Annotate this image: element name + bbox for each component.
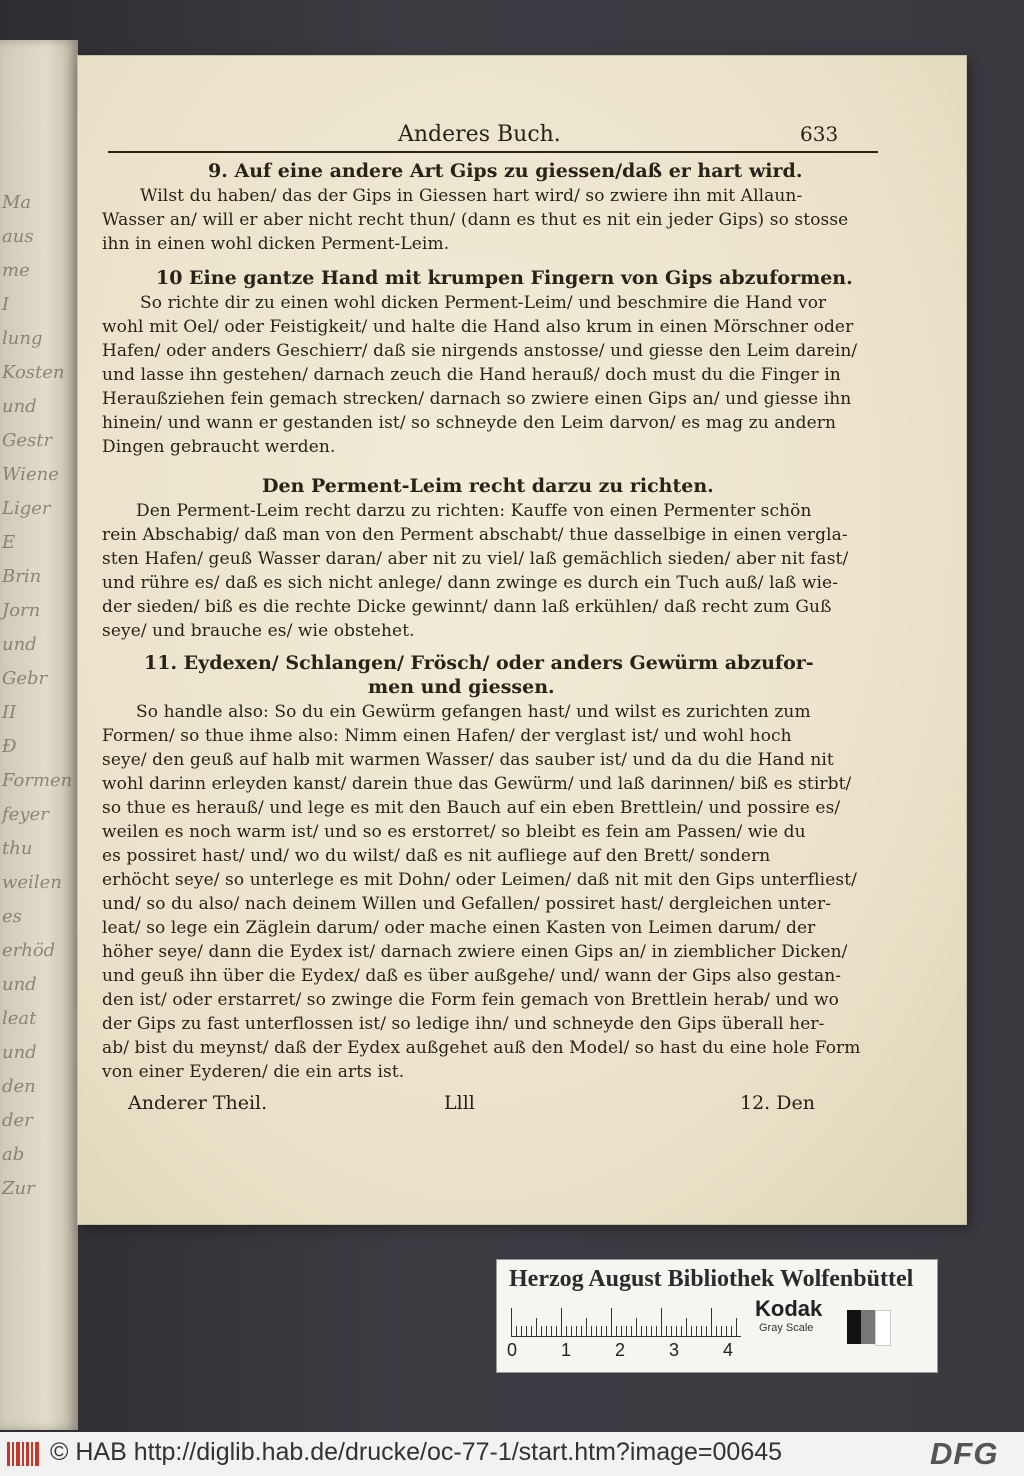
ruler-tick: [671, 1326, 672, 1336]
ruler-tick: [536, 1318, 537, 1336]
ruler-tick: [621, 1326, 622, 1336]
text-line: Wilst du haben/ das der Gips in Giessen hart wird/ so zwiere ihn mit Allaun-: [140, 186, 803, 206]
ruler-tick: [646, 1326, 647, 1336]
facing-page-fragment: aus: [2, 226, 34, 247]
ruler-tick: [531, 1326, 532, 1336]
facing-page-fragment: ab: [2, 1144, 25, 1165]
ruler-tick: [706, 1326, 707, 1336]
text-line: wohl darinn erleyden kanst/ darein thue das Gewürm/ und laß darinnen/ biß es stirbt/: [102, 774, 852, 794]
section-heading-leim: Den Perment-Leim recht darzu zu richten.: [262, 475, 714, 497]
facing-page-fragment: und: [2, 974, 37, 995]
ruler-tick: [721, 1326, 722, 1336]
text-line: und lasse ihn gestehen/ darnach zeuch die Hand herauß/ doch must du die Finger in: [102, 365, 841, 385]
facing-page-fragment: I: [2, 294, 10, 315]
text-line: höher seye/ dann die Eydex ist/ darnach zwiere einen Gips an/ in ziemblicher Dicken/: [102, 942, 848, 962]
scale-ruler: [511, 1304, 741, 1337]
facing-page-fragment: leat: [2, 1008, 37, 1029]
image-credit-link[interactable]: © HAB http://diglib.hab.de/drucke/oc-77-1/start.htm?image=00645: [50, 1438, 783, 1466]
text-line: seye/ und brauche es/ wie obstehet.: [102, 621, 415, 641]
gray-swatch-black: [847, 1310, 861, 1344]
running-head: Anderes Buch.: [398, 122, 561, 147]
text-line: So richte dir zu einen wohl dicken Perment-Leim/ und beschmire die Hand vor: [140, 293, 827, 313]
ruler-tick: [581, 1326, 582, 1336]
text-line: seye/ den geuß auf halb mit warmen Wasser/ das sauber ist/ und da du die Hand nit: [102, 750, 834, 770]
ruler-tick: [561, 1308, 562, 1336]
gray-swatch-mid: [861, 1310, 875, 1344]
text-line: rein Abschabig/ daß man von den Perment abschabt/ thue dasselbige in einen vergla-: [102, 525, 848, 545]
facing-page-fragment: Jorn: [2, 600, 41, 621]
barcode-icon: [6, 1440, 42, 1468]
text-line: der sieden/ biß es die rechte Dicke gewinnt/ dann laß erkühlen/ daß recht zum Guß: [102, 597, 832, 617]
ruler-tick: [516, 1326, 517, 1336]
text-line: der Gips zu fast unterflossen ist/ so ledige ihn/ und schneyde den Gips überall her-: [102, 1014, 825, 1034]
facing-page-fragment: Formen: [2, 770, 73, 791]
page-number: 633: [800, 122, 839, 146]
facing-page-fragment: den: [2, 1076, 36, 1097]
facing-page-edge: [0, 40, 78, 1430]
facing-page-fragment: E: [2, 532, 16, 553]
catchword: 12. Den: [740, 1092, 815, 1114]
facing-page-fragment: und: [2, 396, 37, 417]
viewer-footer: [0, 1432, 1024, 1476]
ruler-tick: [651, 1326, 652, 1336]
text-line: ihn in einen wohl dicken Perment-Leim.: [102, 234, 450, 254]
text-line: hinein/ und wann er gestanden ist/ so schneyde den Leim darvon/ es mag zu andern: [102, 413, 837, 433]
ruler-tick: [586, 1318, 587, 1336]
ruler-tick: [656, 1326, 657, 1336]
ruler-tick: [616, 1326, 617, 1336]
ruler-tick: [701, 1326, 702, 1336]
text-line: erhöcht seye/ so unterlege es mit Dohn/ oder Leimen/ daß nit mit den Gips unterfliest/: [102, 870, 857, 890]
ruler-tick: [711, 1308, 712, 1336]
signature-mark: Llll: [444, 1092, 475, 1114]
ruler-tick: [551, 1326, 552, 1336]
scale-number: 1: [561, 1340, 572, 1360]
footer-left: Anderer Theil.: [128, 1092, 268, 1114]
facing-page-fragment: Liger: [2, 498, 51, 519]
text-line: leat/ so lege ein Zäglein darum/ oder mache einen Kasten von Leimen darum/ der: [102, 918, 816, 938]
ruler-tick: [596, 1326, 597, 1336]
text-line: und/ so du also/ nach deinem Willen und Gefallen/ possiret hast/ dergleichen unter-: [102, 894, 832, 914]
text-line: sten Hafen/ geuß Wasser daran/ aber nit zu viel/ laß gemächlich sieden/ aber nit fast/: [102, 549, 849, 569]
ruler-tick: [546, 1326, 547, 1336]
ruler-tick: [526, 1326, 527, 1336]
ruler-tick: [636, 1318, 637, 1336]
facing-page-fragment: und: [2, 1042, 37, 1063]
facing-page-fragment: thu: [2, 838, 33, 859]
ruler-tick: [591, 1326, 592, 1336]
facing-page-fragment: Ma: [2, 192, 32, 213]
ruler-tick: [716, 1326, 717, 1336]
facing-page-fragment: Gebr: [2, 668, 48, 689]
facing-page-fragment: lung: [2, 328, 43, 349]
text-line: Hafen/ oder anders Geschierr/ daß sie nirgends anstosse/ und giesse den Leim darein/: [102, 341, 858, 361]
facing-page-fragment: Ð: [2, 736, 17, 757]
text-line: ab/ bist du meynst/ daß der Eydex außgehet auß den Model/ so hast du eine hole Form: [102, 1038, 861, 1058]
facing-page-fragment: me: [2, 260, 30, 281]
ruler-tick: [611, 1308, 612, 1336]
ruler-tick: [731, 1326, 732, 1336]
ruler-tick: [541, 1326, 542, 1336]
text-line: Wasser an/ will er aber nicht recht thun/ (dann es thut es nit ein jeder Gips) so stosse: [102, 210, 849, 230]
text-line: Formen/ so thue ihme also: Nimm einen Hafen/ der verglast ist/ und wohl hoch: [102, 726, 792, 746]
text-line: So handle also: So du ein Gewürm gefangen hast/ und wilst es zurichten zum: [136, 702, 811, 722]
ruler-tick: [726, 1326, 727, 1336]
ruler-tick: [696, 1326, 697, 1336]
library-label-card: [496, 1259, 938, 1373]
kodak-logo: Kodak: [755, 1296, 823, 1321]
facing-page-fragment: feyer: [2, 804, 49, 825]
ruler-tick: [606, 1326, 607, 1336]
scale-number: 2: [615, 1340, 626, 1360]
text-line: von einer Eyderen/ die ein arts ist.: [102, 1062, 405, 1082]
text-line: und rühre es/ daß es sich nicht anlege/ dann zwinge es durch ein Tuch auß/ laß wie-: [102, 573, 839, 593]
book-page: [78, 56, 966, 1224]
facing-page-fragment: weilen: [2, 872, 62, 893]
ruler-tick: [641, 1326, 642, 1336]
ruler-tick: [681, 1326, 682, 1336]
facing-page-fragment: Brin: [2, 566, 42, 587]
text-line: so thue es herauß/ und lege es mit den Bauch auf ein eben Brettlein/ und possire es/: [102, 798, 841, 818]
facing-page-fragment: II: [2, 702, 17, 723]
ruler-tick: [661, 1308, 662, 1336]
scale-number: 3: [669, 1340, 680, 1360]
text-line: den ist/ oder erstarret/ so zwinge die Form fein gemach von Brettlein herab/ und wo: [102, 990, 840, 1010]
ruler-tick: [601, 1326, 602, 1336]
ruler-tick: [576, 1326, 577, 1336]
ruler-tick: [626, 1326, 627, 1336]
section-heading-11-cont: men und giessen.: [368, 676, 555, 698]
ruler-tick: [676, 1326, 677, 1336]
ruler-tick: [736, 1318, 737, 1336]
ruler-tick: [571, 1326, 572, 1336]
facing-page-fragment: Zur: [2, 1178, 35, 1199]
facing-page-fragment: erhöd: [2, 940, 56, 961]
facing-page-fragment: es: [2, 906, 22, 927]
section-heading-10: 10 Eine gantze Hand mit krumpen Fingern von Gips abzuformen.: [156, 267, 853, 289]
text-line: Den Perment-Leim recht darzu zu richten: Kauffe von einen Permenter schön: [136, 501, 812, 521]
text-line: es possiret hast/ und/ wo du wilst/ daß es nit aufliege auf den Brett/ sondern: [102, 846, 771, 866]
ruler-tick: [631, 1326, 632, 1336]
section-heading-11: 11. Eydexen/ Schlangen/ Frösch/ oder anders Gewürm abzufor-: [144, 652, 814, 674]
text-line: und geuß ihn über die Eydex/ daß es über außgehe/ und/ wann der Gips also gestan-: [102, 966, 842, 986]
ruler-tick: [686, 1318, 687, 1336]
ruler-tick: [556, 1326, 557, 1336]
ruler-tick: [566, 1326, 567, 1336]
header-rule: [108, 151, 878, 153]
ruler-tick: [666, 1326, 667, 1336]
text-line: weilen es noch warm ist/ und so es erstorret/ so bleibt es fein am Passen/ wie du: [102, 822, 806, 842]
facing-page-fragment: Kosten: [2, 362, 65, 383]
dfg-logo: DFG: [930, 1436, 999, 1471]
gray-swatch-white: [875, 1310, 891, 1346]
facing-page-fragment: Wiene: [2, 464, 59, 485]
library-name: Herzog August Bibliothek Wolfenbüttel: [509, 1266, 914, 1292]
text-line: Heraußziehen fein gemach strecken/ darnach so zwiere einen Gips an/ und giesse ihn: [102, 389, 852, 409]
scale-number: 0: [507, 1340, 518, 1360]
scale-number: 4: [723, 1340, 734, 1360]
text-line: wohl mit Oel/ oder Feistigkeit/ und halte die Hand also krum in einen Mörschner oder: [102, 317, 854, 337]
ruler-tick: [521, 1326, 522, 1336]
ruler-tick: [511, 1308, 512, 1336]
facing-page-fragment: Gestr: [2, 430, 53, 451]
section-heading-9: 9. Auf eine andere Art Gips zu giessen/daß er hart wird.: [208, 160, 803, 182]
text-line: Dingen gebraucht werden.: [102, 437, 336, 457]
gray-scale-label: Gray Scale: [759, 1322, 814, 1334]
facing-page-fragment: und: [2, 634, 37, 655]
facing-page-fragment: der: [2, 1110, 33, 1131]
ruler-tick: [691, 1326, 692, 1336]
